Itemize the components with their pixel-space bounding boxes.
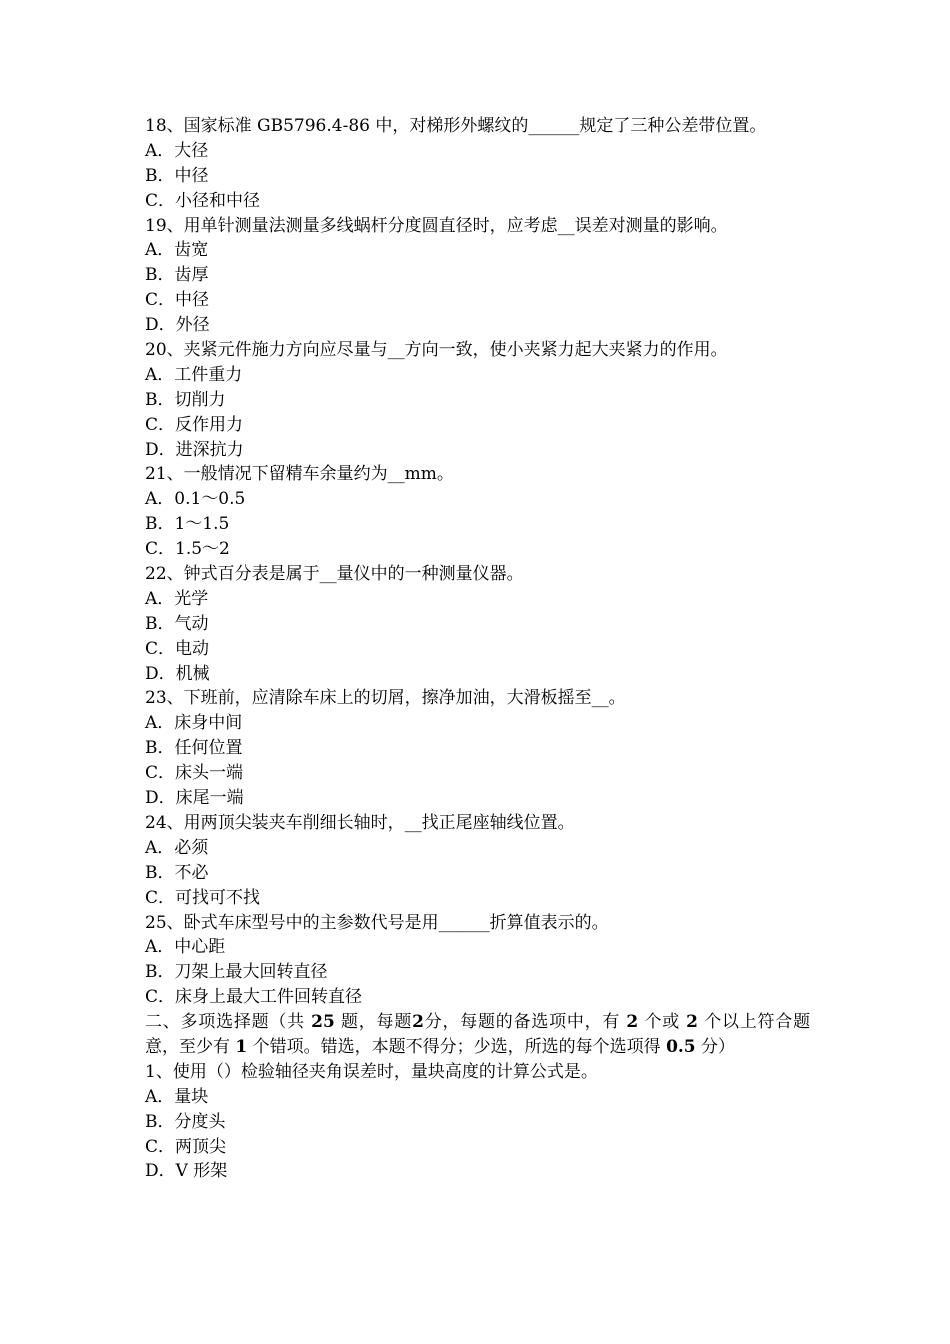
answer-option: B．分度头 (145, 1111, 226, 1132)
answer-option: B．气动 (145, 613, 209, 634)
question-stem: 1、使用（）检验轴径夹角误差时，量块高度的计算公式是。 (145, 1061, 598, 1082)
min-correct-count: 2 (686, 1012, 699, 1033)
section-heading-text: 个或 (644, 1012, 680, 1033)
question-count: 25 (311, 1012, 335, 1033)
answer-option: C．可找可不找 (145, 887, 261, 908)
partial-points: 0.5 (666, 1036, 696, 1057)
min-correct-count: 2 (626, 1012, 639, 1033)
question-stem: 21、一般情况下留精车余量约为__mm。 (145, 464, 454, 485)
answer-option: A．0.1～0.5 (145, 489, 246, 510)
answer-option: A．工件重力 (145, 364, 243, 385)
answer-option: A．床身中间 (145, 713, 243, 734)
question-stem: 24、用两顶尖装夹车削细长轴时，__找正尾座轴线位置。 (145, 812, 575, 833)
question-stem: 18、国家标准 GB5796.4-86 中，对梯形外螺纹的______规定了三种公差带位置。 (145, 116, 767, 136)
answer-option: B．切削力 (145, 389, 226, 410)
answer-option: D．床尾一端 (145, 788, 244, 809)
answer-option: C．床身上最大工件回转直径 (145, 987, 363, 1008)
answer-option: B．齿厚 (145, 265, 209, 286)
section-heading-text: 分，每题的备选项中，有 (423, 1012, 621, 1033)
answer-option: A．齿宽 (145, 240, 209, 261)
question-stem: 23、下班前，应清除车床上的切屑，擦净加油，大滑板摇至__。 (145, 688, 626, 709)
section-heading-multiple-choice (145, 1010, 810, 1060)
question-stem: 19、用单针测量法测量多线蜗杆分度圆直径时，应考虑__误差对测量的影响。 (145, 215, 728, 236)
question-stem: 22、钟式百分表是属于__量仪中的一种测量仪器。 (145, 564, 524, 585)
answer-option: B．1～1.5 (145, 514, 230, 535)
answer-option: B．任何位置 (145, 738, 243, 759)
answer-option: B．中径 (145, 165, 209, 186)
answer-option: A．量块 (145, 1086, 209, 1107)
section-heading-text: 分） (701, 1036, 736, 1057)
answer-option: C．1.5～2 (145, 539, 230, 560)
answer-option: C．小径和中径 (145, 190, 261, 211)
section-heading-text: 题，每题 (341, 1012, 413, 1033)
question-stem: 20、夹紧元件施力方向应尽量与__方向一致，使小夹紧力起大夹紧力的作用。 (145, 340, 728, 361)
answer-option: C．电动 (145, 638, 210, 659)
answer-option: B．刀架上最大回转直径 (145, 962, 328, 983)
answer-option: D．V 形架 (145, 1161, 228, 1182)
answer-option: A．光学 (145, 588, 209, 609)
section-heading-text: 二、多项选择题（共 (145, 1012, 305, 1033)
answer-option: C．中径 (145, 290, 210, 311)
question-stem: 25、卧式车床型号中的主参数代号是用______折算值表示的。 (145, 912, 609, 933)
section-heading-text: 个以上符合题意，至少有 (145, 1012, 811, 1057)
answer-option: C．床头一端 (145, 763, 244, 784)
answer-option: C．反作用力 (145, 414, 244, 435)
answer-option: C．两顶尖 (145, 1136, 227, 1157)
answer-option: A．大径 (145, 140, 209, 161)
points-per-question: 2 (412, 1012, 424, 1033)
answer-option: D．外径 (145, 315, 210, 336)
answer-option: B．不必 (145, 862, 209, 883)
section-heading-text: 个错项。错选，本题不得分；少选，所选的每个选项得 (252, 1036, 661, 1057)
answer-option: A．必须 (145, 837, 209, 858)
answer-option: A．中心距 (145, 937, 226, 958)
answer-option: D．机械 (145, 663, 210, 684)
exam-text (145, 114, 810, 1184)
wrong-option-count: 1 (235, 1036, 248, 1057)
answer-option: D．进深抗力 (145, 439, 244, 460)
